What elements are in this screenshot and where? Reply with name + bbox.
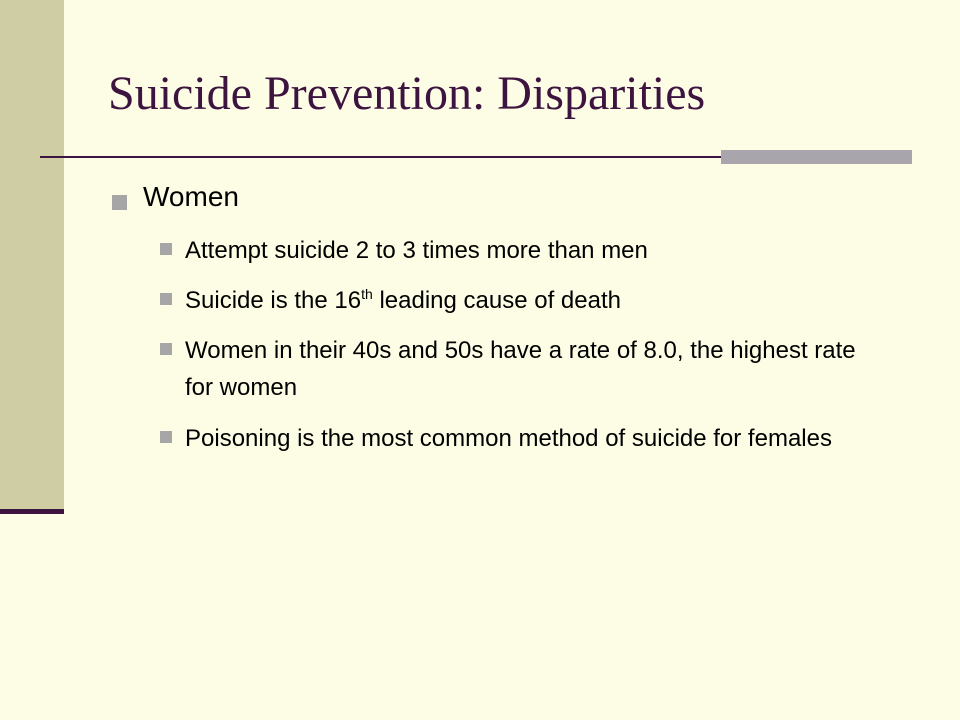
sidebar-decoration <box>0 0 64 509</box>
bullet-label: Women <box>143 181 239 212</box>
slide-title: Suicide Prevention: Disparities <box>108 67 706 120</box>
square-bullet-icon <box>160 431 172 443</box>
square-bullet-icon <box>112 195 127 210</box>
sidebar-accent-line <box>0 509 64 514</box>
title-divider-highlight <box>721 150 912 164</box>
sub-bullet-text: Poisoning is the most common method of suicide for females <box>185 425 832 452</box>
sub-bullet-text-start: Suicide is the 16 <box>185 287 362 314</box>
square-bullet-icon <box>160 243 172 255</box>
square-bullet-icon <box>160 343 172 355</box>
sub-bullet-text <box>185 282 885 319</box>
ordinal-superscript: th <box>361 286 373 302</box>
sub-bullet-text: Attempt suicide 2 to 3 times more than men <box>185 237 648 264</box>
sub-bullet-text-end: leading cause of death <box>372 287 621 314</box>
square-bullet-icon <box>160 293 172 305</box>
sub-bullet-text: Women in their 40s and 50s have a rate of 8.0, the highest rate for women <box>185 337 856 401</box>
